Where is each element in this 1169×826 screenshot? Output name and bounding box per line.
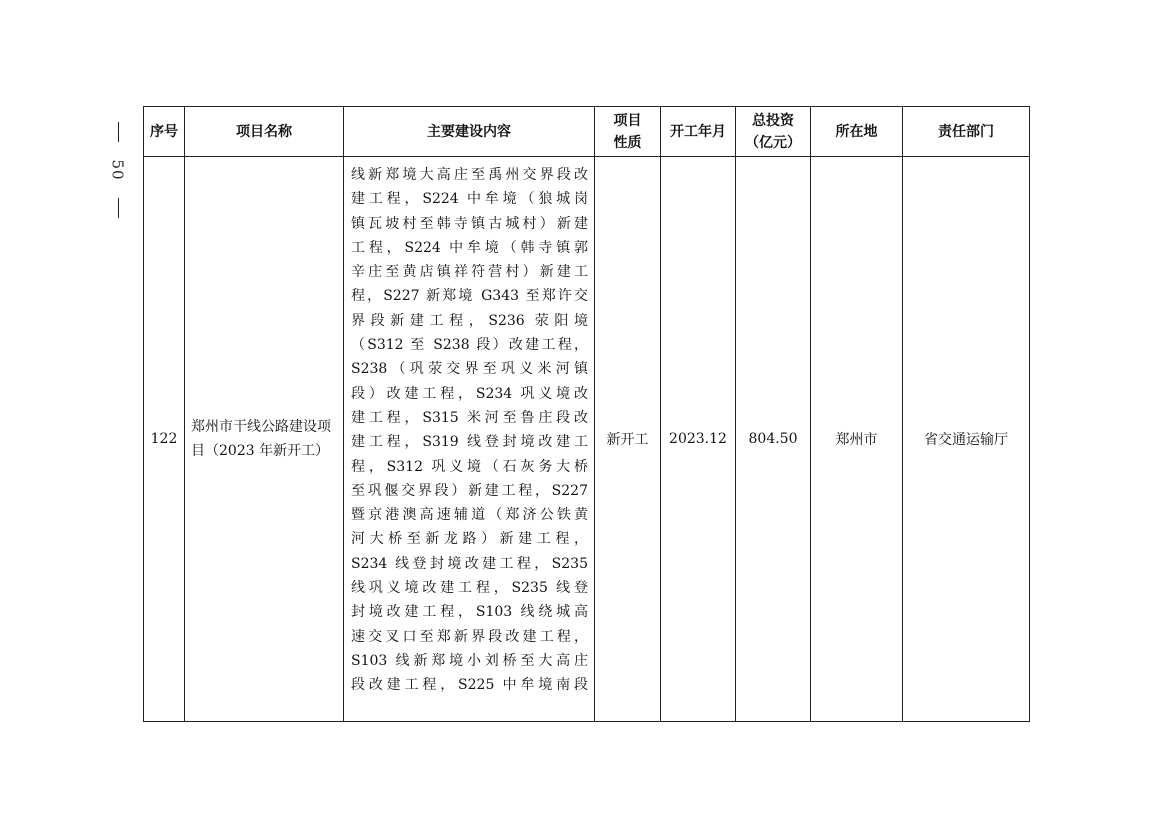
header-nature-line1: 项目 — [613, 112, 642, 129]
header-seq: 序号 — [144, 107, 185, 157]
project-table — [143, 106, 1030, 722]
content-line: 暨京港澳高速辅道（郑济公铁黄 — [351, 507, 588, 524]
content-line: S103 线新郑境小刘桥至大高庄 — [351, 652, 588, 669]
header-name: 项目名称 — [185, 107, 344, 157]
cell-seq: 122 — [144, 157, 185, 722]
cell-location: 郑州市 — [811, 157, 903, 722]
table-header-row — [144, 107, 1030, 157]
content-line: S238（巩荥交界至巩义米河镇 — [351, 361, 588, 378]
page-number — [98, 122, 138, 218]
table-row — [144, 157, 1030, 722]
content-line: 速交叉口至郑新界段改建工程， — [351, 628, 588, 645]
cell-dept: 省交通运输厅 — [903, 157, 1030, 722]
content-line: 建工程，S319 线登封境改建工 — [351, 434, 588, 451]
content-line: 建工程，S315 米河至鲁庄段改 — [351, 409, 588, 426]
content-line: 段改建工程，S225 中牟境南段 — [351, 677, 588, 694]
header-location: 所在地 — [811, 107, 903, 157]
header-investment-line1: 总投资 — [752, 112, 794, 129]
content-line: 工程，S224 中牟境（韩寺镇郭 — [351, 239, 588, 256]
cell-content — [344, 157, 595, 722]
content-line: 封境改建工程，S103 线绕城高 — [351, 604, 588, 621]
header-content: 主要建设内容 — [344, 107, 595, 157]
content-line: 界段新建工程，S236 荥阳境 — [351, 312, 588, 329]
cell-name: 郑州市干线公路建设项目（2023 年新开工） — [185, 157, 344, 722]
content-line: （S312 至 S238 段）改建工程， — [351, 337, 588, 354]
page-number-text: 50 — [109, 159, 127, 181]
content-line: S234 线登封境改建工程，S235 — [351, 555, 588, 572]
header-start: 开工年月 — [661, 107, 736, 157]
content-line: 段）改建工程，S234 巩义境改 — [351, 385, 588, 402]
page-number-dash-bottom — [118, 198, 119, 218]
header-investment — [736, 107, 811, 157]
content-line: 至巩偃交界段）新建工程，S227 — [351, 482, 588, 499]
cell-investment: 804.50 — [736, 157, 811, 722]
content-line: 程，S312 巩义境（石灰务大桥 — [351, 458, 588, 475]
page-number-dash-top — [118, 122, 119, 142]
content-line: 镇瓦坡村至韩寺镇古城村）新建 — [351, 215, 588, 232]
content-line: 河大桥至新龙路）新建工程， — [351, 531, 588, 548]
content-line: 程，S227 新郑境 G343 至郑许交 — [351, 288, 588, 305]
cell-nature: 新开工 — [595, 157, 661, 722]
content-line: 建工程，S224 中牟境（狼城岗 — [351, 191, 588, 208]
header-dept: 责任部门 — [903, 107, 1030, 157]
cell-start: 2023.12 — [661, 157, 736, 722]
content-line: 线巩义境改建工程，S235 线登 — [351, 580, 588, 597]
content-line: 辛庄至黄店镇祥符营村）新建工 — [351, 264, 588, 281]
header-nature-line2: 性质 — [613, 134, 642, 151]
header-nature — [595, 107, 661, 157]
header-investment-line2: （亿元） — [745, 134, 801, 151]
content-line: 线新郑境大高庄至禹州交界段改 — [351, 167, 588, 183]
